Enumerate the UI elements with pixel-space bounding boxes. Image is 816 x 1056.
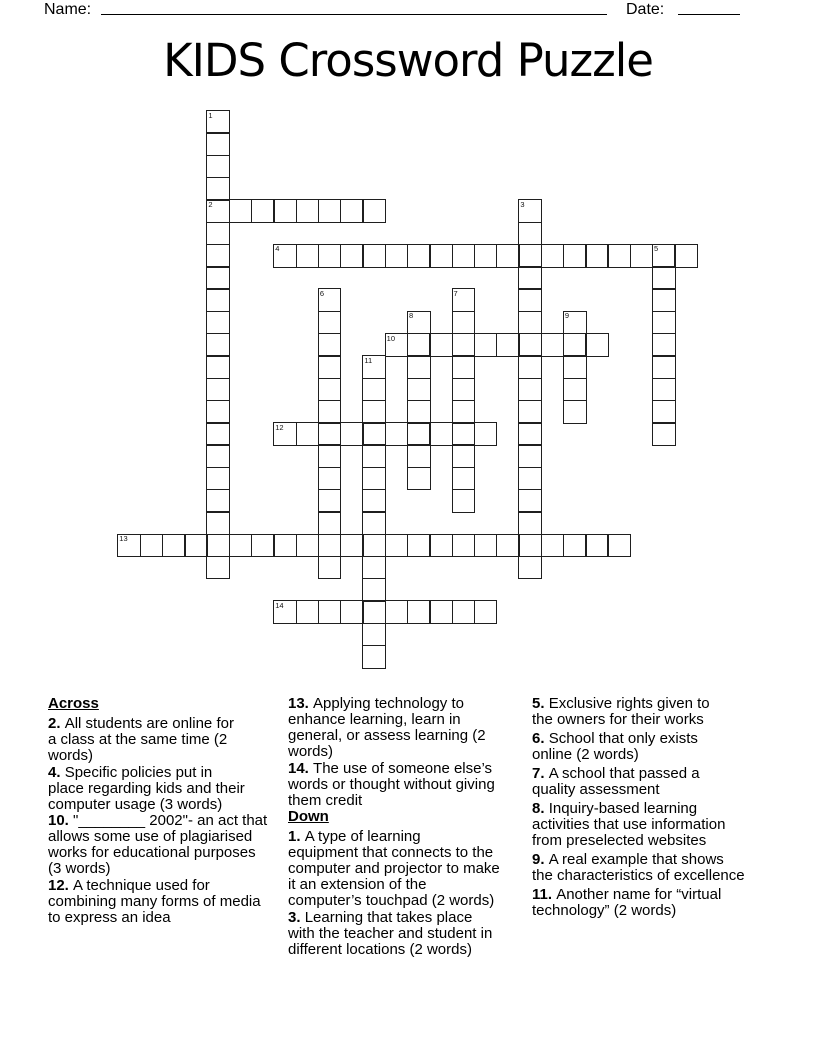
clue-1: 1. A type of learning equipment that connects to the computer and projector to make it an extension of the computer’s touchpad (2 words) <box>288 828 500 909</box>
grid-cell[interactable] <box>362 378 386 402</box>
grid-cell[interactable] <box>385 600 409 624</box>
grid-cell[interactable] <box>385 244 409 268</box>
page-title: KIDS Crossword Puzzle <box>163 34 653 87</box>
grid-cell[interactable] <box>407 422 431 446</box>
grid-cell[interactable] <box>518 400 542 424</box>
grid-cell[interactable] <box>318 534 342 558</box>
grid-cell[interactable] <box>206 132 230 156</box>
grid-cell[interactable] <box>206 422 230 446</box>
grid-cell[interactable] <box>318 422 342 446</box>
grid-cell[interactable] <box>229 199 253 223</box>
grid-cell[interactable] <box>206 534 230 558</box>
grid-cell[interactable] <box>474 600 498 624</box>
grid-cell[interactable] <box>407 378 431 402</box>
grid-cell[interactable] <box>407 600 431 624</box>
grid-cell[interactable] <box>518 244 542 268</box>
clues-heading-across: Across <box>48 695 99 712</box>
grid-cell[interactable] <box>362 578 386 602</box>
clue-number-label: 3. <box>288 908 305 926</box>
clues-column-1 <box>48 696 298 926</box>
grid-cell[interactable] <box>340 199 364 223</box>
grid-cell[interactable] <box>518 444 542 468</box>
grid-cell[interactable] <box>362 444 386 468</box>
clue-number-label: 6. <box>532 730 549 747</box>
grid-cell[interactable] <box>452 422 476 446</box>
grid-cell[interactable] <box>206 244 230 268</box>
grid-cell[interactable] <box>340 422 364 446</box>
grid-cell[interactable] <box>407 355 431 379</box>
clue-12: 12. A technique used for combining many forms of media to express an idea <box>48 876 261 926</box>
grid-cell[interactable] <box>296 199 320 223</box>
grid-cell[interactable] <box>452 355 476 379</box>
clue-number-label: 7. <box>532 765 549 782</box>
clue-3: 3. Learning that takes place with the teacher and student in different locations (2 words) <box>288 908 493 958</box>
grid-cell[interactable] <box>407 534 431 558</box>
grid-cell[interactable] <box>518 467 542 491</box>
grid-cell[interactable] <box>251 199 275 223</box>
grid-cell[interactable] <box>518 511 542 535</box>
clue-number-label: 2. <box>48 715 65 732</box>
clue-number-label: 5. <box>532 695 549 712</box>
grid-cell[interactable] <box>206 155 230 179</box>
clue-number-label: 12. <box>48 876 74 894</box>
grid-cell[interactable] <box>452 600 476 624</box>
grid-cell[interactable] <box>563 534 587 558</box>
grid-cell[interactable] <box>563 333 587 357</box>
grid-number-11: 11 <box>364 355 373 365</box>
clue-7: 7. A school that passed a quality assessment <box>532 765 700 798</box>
grid-cell[interactable] <box>585 333 609 357</box>
grid-cell[interactable] <box>318 444 342 468</box>
clue-13: 13. Applying technology to enhance learning, learn in general, or assess learning (2 words) <box>288 695 486 760</box>
grid-cell[interactable] <box>652 333 676 357</box>
grid-cell[interactable] <box>474 244 498 268</box>
grid-cell[interactable] <box>474 422 498 446</box>
grid-cell[interactable] <box>206 400 230 424</box>
grid-cell[interactable] <box>518 556 542 580</box>
clue-10: 10. "________ 2002"- an act that allows some use of plagiarised works for educational purposes (3 words) <box>48 812 268 877</box>
grid-cell[interactable] <box>630 244 654 268</box>
grid-cell[interactable] <box>206 467 230 491</box>
clue-6: 6. School that only exists online (2 words) <box>532 730 698 763</box>
clues-column-3 <box>532 696 792 922</box>
clue-8: 8. Inquiry-based learning activities that use information from preselected websites <box>532 800 726 849</box>
grid-cell[interactable] <box>518 422 542 446</box>
grid-cell[interactable] <box>162 534 186 558</box>
clue-number-label: 11. <box>532 886 557 903</box>
grid-cell[interactable] <box>674 244 698 268</box>
grid-cell[interactable] <box>452 378 476 402</box>
grid-cell[interactable] <box>518 266 542 290</box>
grid-cell[interactable] <box>362 199 386 223</box>
clue-4: 4. Specific policies put in place regarding kids and their computer usage (3 words) <box>48 763 245 813</box>
grid-cell[interactable] <box>318 378 342 402</box>
grid-cell[interactable] <box>518 333 542 357</box>
grid-cell[interactable] <box>296 244 320 268</box>
grid-cell[interactable] <box>429 534 453 558</box>
grid-cell[interactable] <box>206 444 230 468</box>
grid-cell[interactable] <box>652 422 676 446</box>
grid-cell[interactable] <box>541 244 565 268</box>
grid-cell[interactable] <box>206 511 230 535</box>
grid-cell[interactable] <box>429 600 453 624</box>
grid-cell[interactable] <box>585 534 609 558</box>
grid-cell[interactable] <box>362 556 386 580</box>
grid-cell[interactable] <box>318 400 342 424</box>
grid-cell[interactable] <box>607 534 631 558</box>
clue-number-label: 4. <box>48 763 65 781</box>
grid-cell[interactable] <box>652 378 676 402</box>
grid-cell[interactable] <box>340 600 364 624</box>
clue-number-label: 10. <box>48 812 74 829</box>
grid-cell[interactable] <box>452 311 476 335</box>
clue-5: 5. Exclusive rights given to the owners for their works <box>532 695 710 728</box>
grid-cell[interactable] <box>206 222 230 246</box>
grid-cell[interactable] <box>273 199 297 223</box>
grid-cell[interactable] <box>206 489 230 513</box>
grid-cell[interactable] <box>518 378 542 402</box>
grid-cell[interactable] <box>585 244 609 268</box>
grid-cell[interactable] <box>318 199 342 223</box>
name-label: Name: <box>44 1 92 18</box>
grid-cell[interactable] <box>407 444 431 468</box>
grid-cell[interactable] <box>452 333 476 357</box>
grid-cell[interactable] <box>362 623 386 647</box>
grid-cell[interactable] <box>518 355 542 379</box>
grid-cell[interactable] <box>251 534 275 558</box>
grid-cell[interactable] <box>652 355 676 379</box>
grid-cell[interactable] <box>362 400 386 424</box>
grid-cell[interactable] <box>362 467 386 491</box>
grid-cell[interactable] <box>362 489 386 513</box>
grid-cell[interactable] <box>452 489 476 513</box>
grid-cell[interactable] <box>206 378 230 402</box>
grid-cell[interactable] <box>407 400 431 424</box>
date-label: Date: <box>626 1 665 18</box>
clue-11: 11. Another name for “virtual technology” (2 words) <box>532 886 722 919</box>
grid-cell[interactable] <box>296 600 320 624</box>
grid-cell[interactable] <box>362 645 386 669</box>
grid-cell[interactable] <box>563 400 587 424</box>
grid-cell[interactable] <box>296 422 320 446</box>
grid-cell[interactable] <box>563 378 587 402</box>
clue-number-label: 13. <box>288 695 314 712</box>
grid-cell[interactable] <box>652 311 676 335</box>
grid-cell[interactable] <box>496 244 520 268</box>
grid-cell[interactable] <box>340 534 364 558</box>
grid-cell[interactable] <box>429 244 453 268</box>
clue-number-label: 8. <box>532 800 549 817</box>
grid-cell[interactable] <box>229 534 253 558</box>
grid-cell[interactable] <box>518 534 542 558</box>
clue-14: 14. The use of someone else’s words or thought without giving them credit <box>288 759 495 809</box>
grid-cell[interactable] <box>474 333 498 357</box>
grid-number-2: 2 <box>208 199 213 209</box>
grid-cell[interactable] <box>340 244 364 268</box>
grid-cell[interactable] <box>496 333 520 357</box>
grid-cell[interactable] <box>452 244 476 268</box>
grid-cell[interactable] <box>318 355 342 379</box>
grid-cell[interactable] <box>362 422 386 446</box>
grid-cell[interactable] <box>273 534 297 558</box>
grid-cell[interactable] <box>541 333 565 357</box>
grid-cell[interactable] <box>140 534 164 558</box>
grid-number-12: 12 <box>275 422 284 432</box>
grid-cell[interactable] <box>296 534 320 558</box>
grid-number-3: 3 <box>520 199 525 209</box>
grid-number-5: 5 <box>654 244 659 254</box>
grid-cell[interactable] <box>206 288 230 312</box>
grid-cell[interactable] <box>652 400 676 424</box>
clues-heading-down: Down <box>288 808 329 825</box>
grid-cell[interactable] <box>184 534 208 558</box>
clues-column-2 <box>288 696 540 958</box>
grid-cell[interactable] <box>652 288 676 312</box>
grid-number-13: 13 <box>119 534 128 544</box>
grid-cell[interactable] <box>206 311 230 335</box>
clue-number-label: 9. <box>532 851 549 868</box>
grid-cell[interactable] <box>563 244 587 268</box>
grid-cell[interactable] <box>452 444 476 468</box>
grid-cell[interactable] <box>362 600 386 624</box>
clue-number-label: 1. <box>288 828 305 845</box>
grid-number-4: 4 <box>275 244 280 254</box>
grid-cell[interactable] <box>541 534 565 558</box>
clue-9: 9. A real example that shows the characteristics of excellence <box>532 851 745 884</box>
grid-cell[interactable] <box>206 556 230 580</box>
grid-cell[interactable] <box>318 311 342 335</box>
grid-cell[interactable] <box>407 333 431 357</box>
grid-cell[interactable] <box>318 511 342 535</box>
grid-cell[interactable] <box>318 600 342 624</box>
grid-cell[interactable] <box>607 244 631 268</box>
grid-number-1: 1 <box>208 110 213 120</box>
grid-cell[interactable] <box>206 266 230 290</box>
grid-cell[interactable] <box>518 222 542 246</box>
grid-cell[interactable] <box>318 333 342 357</box>
grid-cell[interactable] <box>518 489 542 513</box>
grid-cell[interactable] <box>407 467 431 491</box>
grid-cell[interactable] <box>452 400 476 424</box>
grid-cell[interactable] <box>362 534 386 558</box>
grid-cell[interactable] <box>362 244 386 268</box>
grid-cell[interactable] <box>518 311 542 335</box>
grid-cell[interactable] <box>496 534 520 558</box>
clue-number-label: 14. <box>288 759 314 777</box>
grid-cell[interactable] <box>385 422 409 446</box>
grid-cell[interactable] <box>452 534 476 558</box>
grid-cell[interactable] <box>407 244 431 268</box>
grid-cell[interactable] <box>206 177 230 201</box>
clue-2: 2. All students are online for a class at the same time (2 words) <box>48 715 234 764</box>
grid-cell[interactable] <box>429 333 453 357</box>
grid-cell[interactable] <box>362 511 386 535</box>
grid-number-8: 8 <box>408 311 414 321</box>
grid-cell[interactable] <box>474 534 498 558</box>
grid-cell[interactable] <box>518 288 542 312</box>
grid-cell[interactable] <box>318 467 342 491</box>
grid-number-6: 6 <box>319 288 324 298</box>
grid-cell[interactable] <box>318 489 342 513</box>
grid-number-14: 14 <box>275 600 284 610</box>
grid-cell[interactable] <box>206 333 230 357</box>
grid-cell[interactable] <box>318 556 342 580</box>
grid-cell[interactable] <box>452 467 476 491</box>
grid-cell[interactable] <box>318 244 342 268</box>
grid-number-10: 10 <box>386 333 395 343</box>
grid-cell[interactable] <box>563 355 587 379</box>
grid-number-9: 9 <box>564 311 570 321</box>
grid-cell[interactable] <box>652 266 676 290</box>
grid-number-7: 7 <box>453 288 458 298</box>
grid-cell[interactable] <box>429 422 453 446</box>
grid-cell[interactable] <box>206 355 230 379</box>
grid-cell[interactable] <box>385 534 409 558</box>
